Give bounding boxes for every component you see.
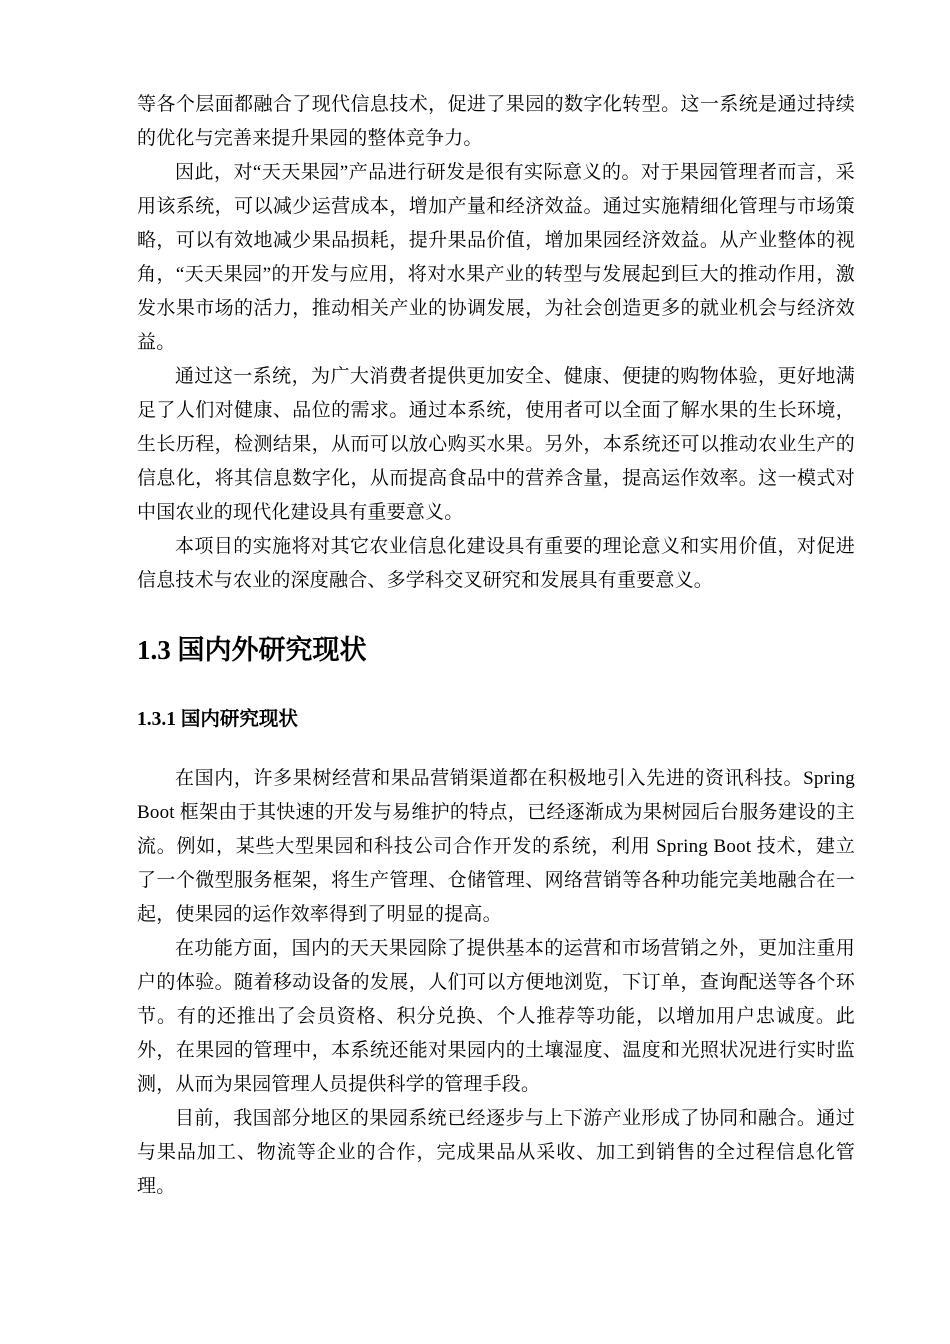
paragraph-significance: 因此，对“天天果园”产品进行研发是很有实际意义的。对于果园管理者而言，采用该系统，可以减少运营成本，增加产量和经济效益。通过实施精细化管理与市场策略，可以有效地减少果品损耗，提升果品价值，增加果园经济效益。从产业整体的视角，“天天果园”的开发与应用，将对水果产业的转型与发展起到巨大的推动作用，激发水果市场的活力，推动相关产业的协调发展，为社会创造更多的就业机会与经济效益。 (137, 162, 855, 353)
paragraph-continuation: 等各个层面都融合了现代信息技术，促进了果园的数字化转型。这一系统是通过持续的优化与完善来提升果园的整体竞争力。 (137, 94, 855, 149)
paragraph-domestic-springboot: 在国内，许多果树经营和果品营销渠道都在积极地引入先进的资讯科技。Spring Boot 框架由于其快速的开发与易维护的特点，已经逐渐成为果树园后台服务建设的主流。例如，某些大型果园和科技公司合作开发的系统，利用 Spring Boot 技术，建立了一个微型服务框架，将生产管理、仓储管理、网络营销等各种功能完美地融合在一起，使果园的运作效率得到了明显的提高。 (137, 768, 855, 925)
section-heading-1-3: 1.3 国内外研究现状 (137, 635, 367, 665)
paragraph-project-value: 本项目的实施将对其它农业信息化建设具有重要的理论意义和实用价值，对促进信息技术与农业的深度融合、多学科交叉研究和发展具有重要意义。 (137, 536, 855, 591)
paragraph-domestic-industry: 目前，我国部分地区的果园系统已经逐步与上下游产业形成了协同和融合。通过与果品加工、物流等企业的合作，完成果品从采收、加工到销售的全过程信息化管理。 (137, 1108, 855, 1197)
subsection-heading-1-3-1: 1.3.1 国内研究现状 (137, 709, 298, 730)
paragraph-consumer-value: 通过这一系统，为广大消费者提供更加安全、健康、便捷的购物体验，更好地满足了人们对健康、品位的需求。通过本系统，使用者可以全面了解水果的生长环境，生长历程，检测结果，从而可以放心购买水果。另外，本系统还可以推动农业生产的信息化，将其信息数字化，从而提高食品中的营养含量，提高运作效率。这一模式对中国农业的现代化建设具有重要意义。 (137, 366, 855, 523)
paragraph-domestic-features: 在功能方面，国内的天天果园除了提供基本的运营和市场营销之外，更加注重用户的体验。随着移动设备的发展，人们可以方便地浏览，下订单，查询配送等各个环节。有的还推出了会员资格、积分兑换、个人推荐等功能，以增加用户忠诚度。此外，在果园的管理中，本系统还能对果园内的土壤湿度、温度和光照状况进行实时监测，从而为果园管理人员提供科学的管理手段。 (137, 938, 855, 1095)
